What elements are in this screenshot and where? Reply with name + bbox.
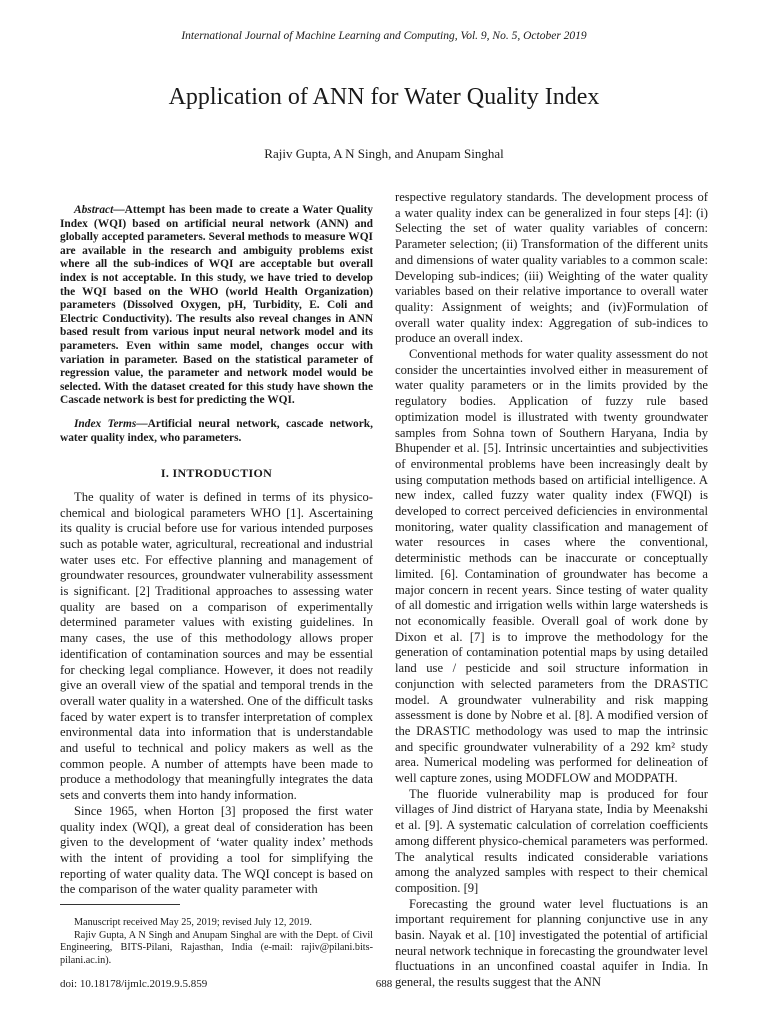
section-heading-introduction: I. INTRODUCTION: [160, 466, 273, 481]
body-paragraph: The fluoride vulnerability map is produced for four villages of Jind district of Haryana state, India by Meenakshi et al. [9]. A systematic calculation of correlation coefficients among different physico-chemical parameters was performed. The analytical results indicated considerable variations among the analyzed samples with respect to their chemical composition. [9]: [395, 786, 708, 895]
footnote-affiliation: Rajiv Gupta, A N Singh and Anupam Singhal are with the Dept. of Civil Engineering, BITS-Pilani, Rajasthan, India (e-mail: rajiv@pilani.bits-pilani.ac.in).: [60, 929, 373, 966]
abstract: [60, 204, 373, 408]
doi: doi: 10.18178/ijmlc.2019.9.5.859: [60, 978, 208, 990]
paper-title: Application of ANN for Water Quality Index: [168, 84, 600, 110]
index-terms-lead: Index Terms: [74, 417, 137, 430]
intro-paragraph: Since 1965, when Horton [3] proposed the first water quality index (WQI), a great deal of consideration has been given to the development of ‘water quality index’ methods with the intent of providing a tool for simplifying the reporting of water quality data. The WQI concept is based on the comparison of the water quality parameter with: [60, 803, 373, 897]
intro-paragraph: The quality of water is defined in terms of its physico-chemical and biological parameters WHO [1]. Ascertaining its quality is crucial before use for various intended purposes such as potable water, agricultural, recreational and industrial water uses etc. For effective planning and management of groundwater resources, groundwater vulnerability assessment is significant. [2] Traditional approaches to assessing water quality are based on a comparison of experimentally determined parameter values with existing guidelines. In many cases, the use of this methodology allows proper identification of contamination sources and may be essential for checking legal compliance. However, it does not readily give an overall view of the spatial and temporal trends in the overall water quality in a watershed. One of the difficult tasks faced by water expert is to transfer interpretation of complex environmental data into information that is understandable and useful to technical and policy makers as well as the common people. A number of attempts have been made to produce a methodology that meaningfully integrates the data sets and converts them into handy information.: [60, 489, 373, 803]
footnotes: [60, 917, 373, 967]
body-paragraph: Conventional methods for water quality assessment do not consider the uncertainties involved either in measurement of water quality parameters or in the limits provided by the regulatory bodies. Application of fuzzy rule based optimization model is illustrated with twenty groundwater samples from Sohna town of Southern Haryana, India by Bhupender et al. [5]. Intrinsic uncertainties and subjectivities of environmental problems have been increasingly dealt by using computation methods based on artificial intelligence. A new index, called fuzzy water quality index (FWQI) is developed to correct perceived deficiencies in environmental monitoring, water quality classification and management of water resources in cases where the conventional, deterministic methods can be inaccurate or conceptually limited. [6]. Contamination of groundwater has become a major concern in recent years. Since testing of water quality of all domestic and irrigation wells within large watersheds is not economically feasible. Overall goal of work done by Dixon et al. [7] is to improve the methodology for the generation of contamination potential maps by using detailed land use / pesticide and soil structure information in conjunction with selected parameters from the DRASTIC model. A groundwater vulnerability and risk mapping assessment is done by Nobre et al. [8]. A modified version of the DRASTIC methodology was used to map the intrinsic and specific groundwater vulnerability of a 292 km² study area. Numerical modeling was performed for delineation of well capture zones, using MODFLOW and MODPATH.: [395, 347, 708, 786]
index-terms: [60, 418, 373, 445]
footnote-divider: [60, 904, 180, 905]
journal-header: International Journal of Machine Learning and Computing, Vol. 9, No. 5, October 2019: [181, 30, 587, 42]
abstract-text: —Attempt has been made to create a Water Quality Index (WQI) based on artificial neural network (ANN) and globally accepted parameters. Several methods to measure WQI are available in the research and ambiguity problems exist where all the sub-indices of WQI are acceptable but overall index is not acceptable. In this study, we have tried to develop the WQI based on the WHO (world Health Organization) parameters (Dissolved Oxygen, pH, Turbidity, E. Coli and Electric Conductivity). The results also reveal changes in ANN based result from various input neural network model and its parameters. Even within same model, changes occur with variation in parameter. Based on the statistical parameter of regression value, the parameter and network model would be selected. With the dataset created for this study have shown the Cascade network is best for predicting the WQI.: [60, 204, 373, 407]
body-paragraph: respective regulatory standards. The development process of a water quality index can be generalized in four steps [4]: (i) Selecting the set of water quality variables of concern: Parameter selection; (ii) Transformation of the different units and dimensions of water quality variables to a common scale: Developing sub-indices; (iii) Weighting of the water quality variables based on their relative importance to overall water quality: Assignment of weights; and (iv)Formulation of overall water quality index: Aggregation of sub-indices to produce an overall index.: [395, 190, 708, 346]
footnote-manuscript: Manuscript received May 25, 2019; revised July 12, 2019.: [74, 917, 312, 928]
index-terms-text: —Artificial neural network, cascade network, water quality index, who parameters.: [60, 417, 373, 444]
right-column: [395, 190, 708, 991]
left-column: [60, 204, 373, 898]
abstract-lead: Abstract: [74, 204, 114, 216]
body-paragraph: Forecasting the ground water level fluctuations is an important requirement for planning conjunctive use in any basin. Nayak et al. [10] investigated the potential of artificial neural network technique in forecasting the groundwater level fluctuations in an unconfined coastal aquifer in India. In general, the results suggest that the ANN: [395, 896, 708, 990]
author-list: Rajiv Gupta, A N Singh, and Anupam Singhal: [264, 146, 504, 161]
page-number: 688: [375, 978, 393, 990]
